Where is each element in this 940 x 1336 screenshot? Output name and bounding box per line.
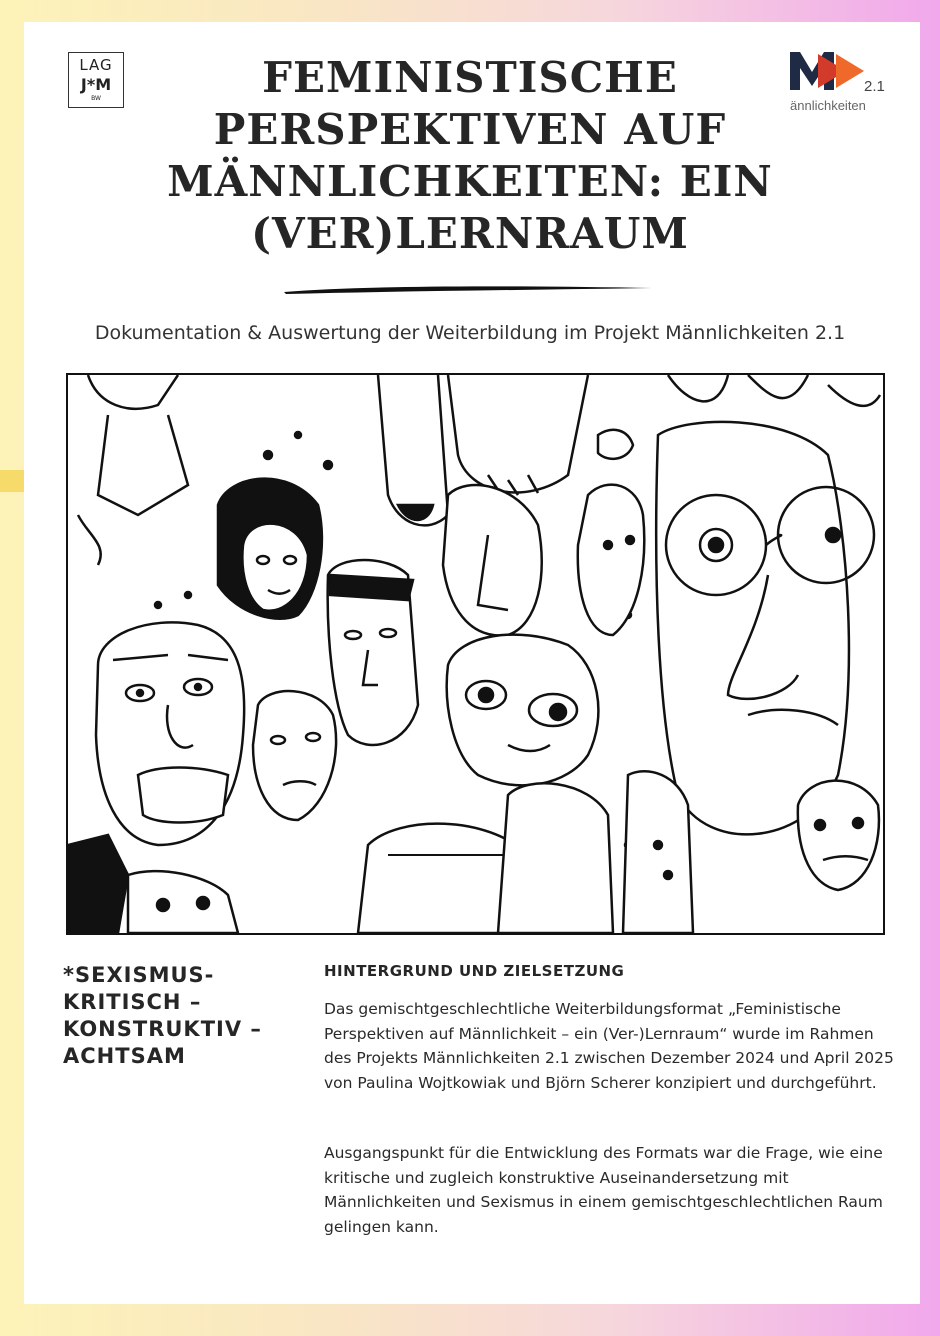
subtitle: Dokumentation & Auswertung der Weiterbildung im Projekt Männlichkeiten 2.1 — [94, 322, 846, 344]
lag-logo-line3: BW — [91, 95, 101, 102]
lag-logo-line1: LAG — [79, 56, 113, 74]
lag-logo — [68, 52, 124, 108]
logo-word: ännlichkeiten — [790, 98, 866, 113]
side-heading: *SEXISMUS-KRITISCH – KONSTRUKTIV – ACHTSAM — [63, 963, 262, 1068]
section-heading: HINTERGRUND UND ZIELSETZUNG — [324, 962, 625, 980]
page-title: FEMINISTISCHE PERSPEKTIVEN AUF MÄNNLICHKEITEN: EIN (VER)LERNRAUM — [167, 53, 773, 258]
paragraph-starting-point: Ausgangspunkt für die Entwicklung des Formats war die Frage, wie eine kritische und zugleich konstruktive Auseinandersetzung mit Männlichkeiten und Sexismus in einem gemischtgeschlechtlichen Raum gelingen kann. — [324, 1144, 883, 1236]
lag-logo-line2: J*M — [80, 75, 112, 94]
logo-number: 2.1 — [864, 78, 885, 95]
crowd-faces-drawing — [68, 375, 883, 933]
paragraph-background: Das gemischtgeschlechtliche Weiterbildungsformat „Feministische Perspektiven auf Männlichkeit – ein (Ver-)Lernraum“ wurde im Rahmen des Projekts Männlichkeiten 2.1 zwischen Dezember 2024 und April 2025 von Paulina Wojtkowiak und Björn Scherer konzipiert und durchgeführt. — [324, 1000, 894, 1092]
crowd-illustration — [66, 373, 885, 935]
brush-underline — [282, 282, 654, 298]
